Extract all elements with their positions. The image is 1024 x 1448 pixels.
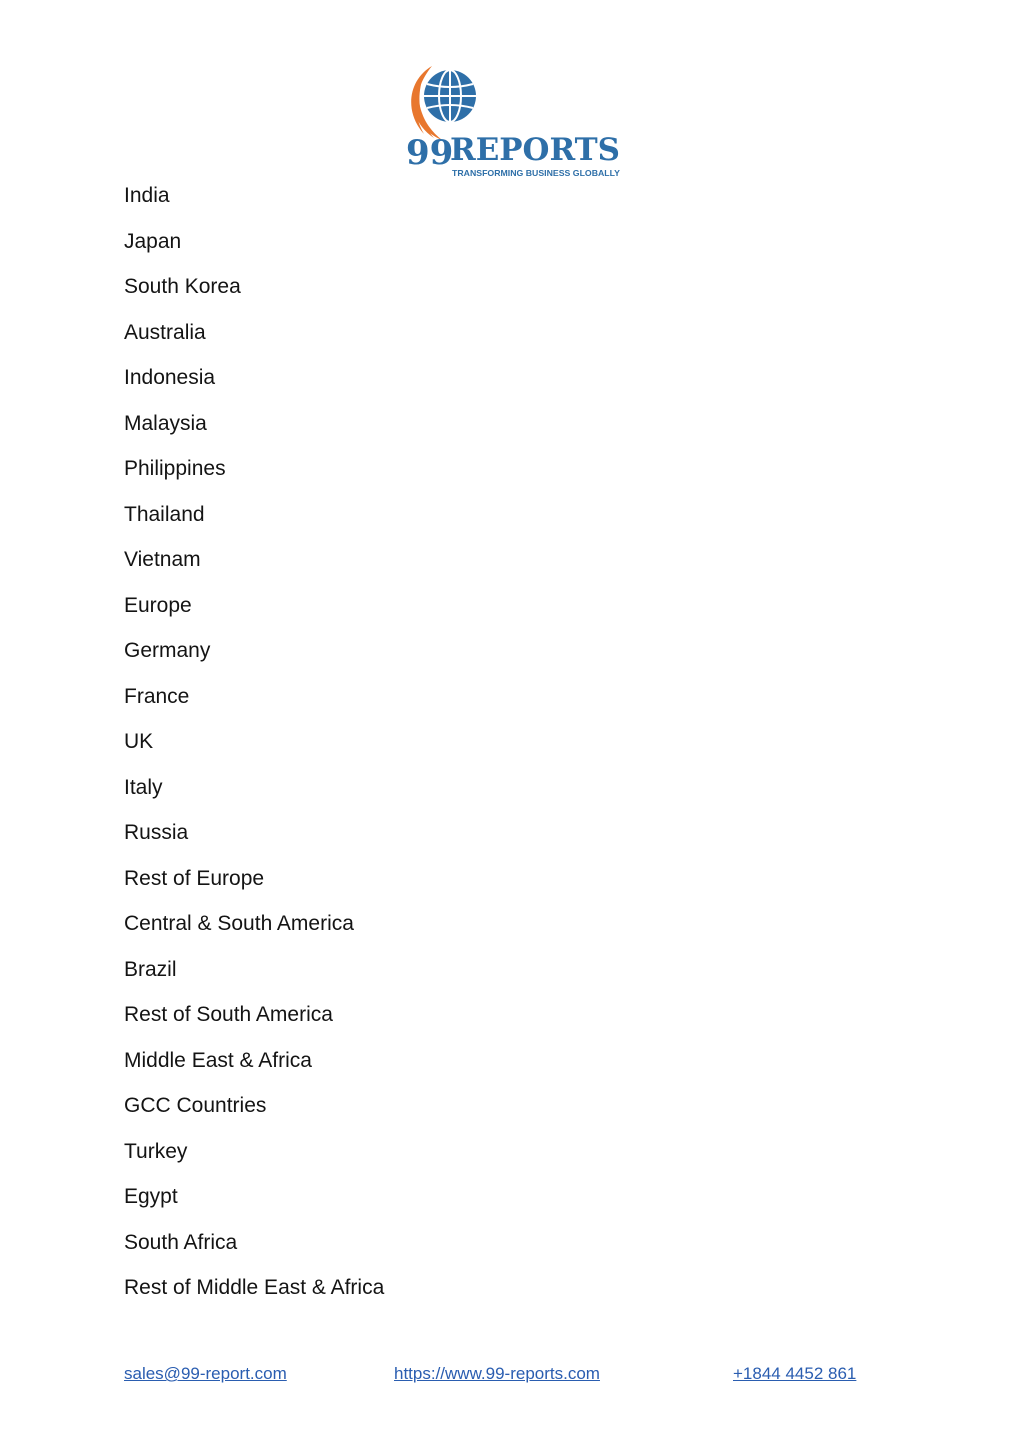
region-list-item: Russia — [124, 821, 189, 844]
globe-logo-icon — [404, 60, 624, 184]
region-list-item: Turkey — [124, 1139, 188, 1163]
region-list-item: Rest of Europe — [124, 866, 265, 890]
region-list-item: Middle East & Africa — [124, 1048, 312, 1072]
logo-brand-text: REPORTS — [450, 132, 620, 168]
region-list-item: Italy — [124, 775, 163, 799]
region-list-item: Brazil — [124, 957, 177, 981]
region-list-item: Malaysia — [124, 411, 207, 435]
logo-tagline: TRANSFORMING BUSINESS GLOBALLY — [452, 168, 621, 178]
region-list-item: South Africa — [124, 1230, 238, 1254]
region-list-item: Rest of South America — [124, 1003, 333, 1026]
region-list-item: Thailand — [124, 502, 205, 526]
region-list-item: Australia — [124, 320, 206, 344]
region-list-item: Vietnam — [124, 548, 201, 571]
region-list-item: UK — [124, 730, 154, 753]
region-list-item: Japan — [124, 229, 182, 253]
region-list-item: GCC Countries — [124, 1094, 267, 1117]
page-footer — [0, 1364, 1024, 1388]
region-list-item: Philippines — [124, 457, 226, 480]
email-link[interactable]: sales@99-report.com — [124, 1364, 287, 1383]
region-list — [124, 180, 384, 1318]
region-list-item: Central & South America — [124, 912, 354, 935]
region-list-item: Egypt — [124, 1185, 178, 1208]
company-logo — [404, 60, 624, 184]
region-list-item: Germany — [124, 639, 211, 662]
region-list-item: India — [124, 184, 170, 207]
region-list-item: South Korea — [124, 275, 241, 298]
phone-link[interactable]: +1844 4452 861 — [733, 1364, 857, 1383]
region-list-item: Indonesia — [124, 366, 216, 389]
region-list-item: Europe — [124, 593, 192, 617]
website-link[interactable]: https://www.99-reports.com — [394, 1364, 600, 1383]
region-list-item: France — [124, 684, 190, 708]
logo-prefix-text: 99 — [406, 133, 454, 173]
region-list-item: Rest of Middle East & Africa — [124, 1276, 385, 1299]
